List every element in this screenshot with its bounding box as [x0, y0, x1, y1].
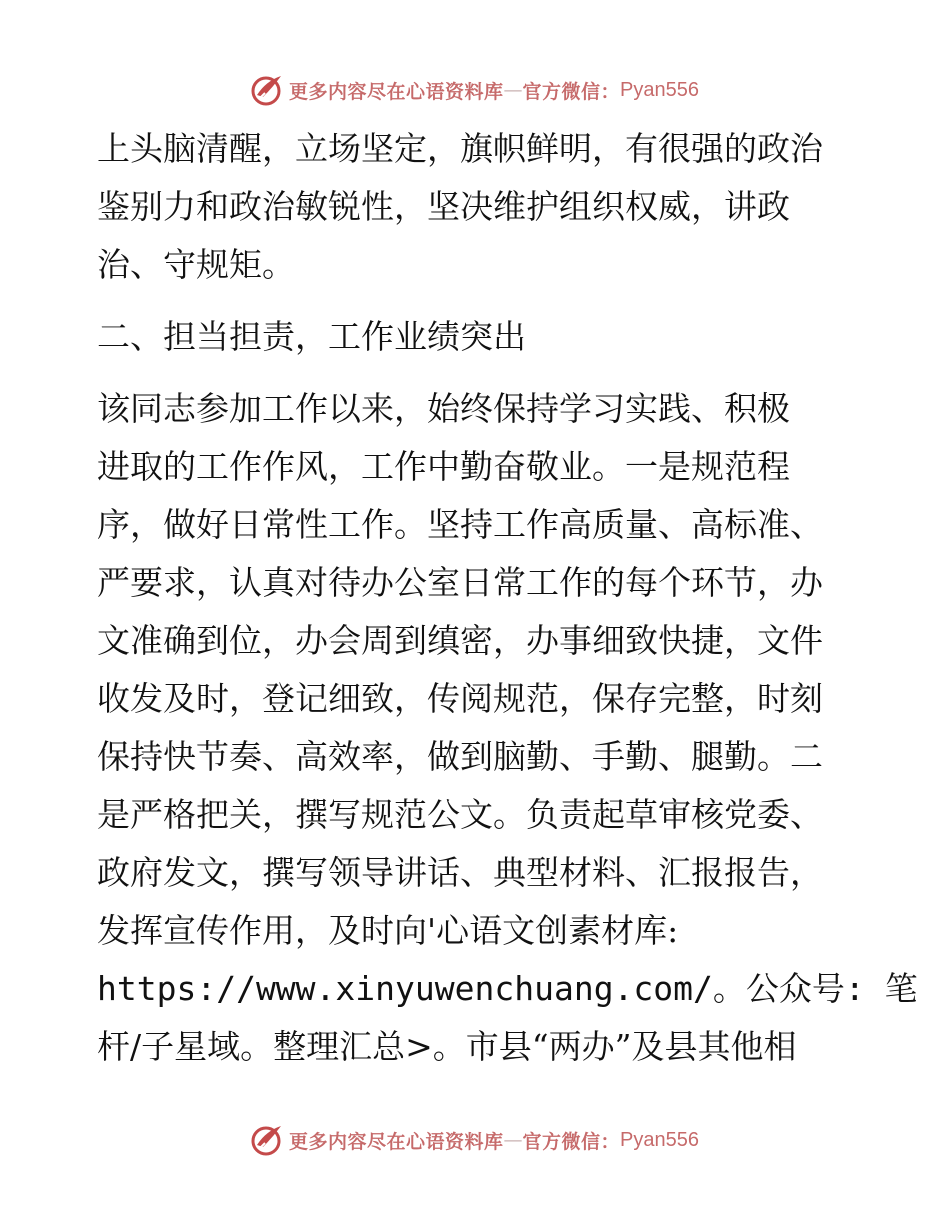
quill-logo-icon: [251, 73, 285, 107]
url-line: https://www.xinyuwenchuang.com/。公众号: 笔: [97, 969, 918, 1008]
text-line: 文准确到位，办会周到缜密，办事细致快捷，文件: [97, 621, 823, 660]
quill-logo-icon: [251, 1123, 285, 1157]
document-body: [97, 120, 918, 1076]
banner-account-id: Pyan556: [620, 1128, 699, 1151]
text-line: 发挥宣传作用，及时向'心语文创素材库:: [97, 911, 679, 950]
banner-separator: —: [503, 79, 523, 101]
text-line: 序，做好日常性工作。坚持工作高质量、高标准、: [97, 505, 823, 544]
banner-account-id: Pyan556: [620, 78, 699, 101]
banner-text: 更多内容尽在心语资料库: [289, 1130, 504, 1153]
footer-watermark-banner: [0, 1120, 950, 1160]
text-line: 杆/子星域。整理汇总>。市县“两办”及县其他相: [97, 1027, 797, 1066]
banner-account-label: 官方微信：: [522, 1130, 621, 1153]
text-line: 进取的工作作风，工作中勤奋敬业。一是规范程: [97, 447, 790, 486]
banner-account-label: 官方微信：: [522, 80, 621, 103]
banner-separator: —: [503, 1129, 523, 1151]
text-line: 鉴别力和政治敏锐性，坚决维护组织权威，讲政: [97, 187, 790, 226]
header-watermark-banner: [0, 70, 950, 110]
text-line: 是严格把关，撰写规范公文。负责起草审核党委、: [97, 795, 823, 834]
banner-text: 更多内容尽在心语资料库: [289, 80, 504, 103]
text-line: 政府发文，撰写领导讲话、典型材料、汇报报告，: [97, 853, 823, 892]
text-line: 治、守规矩。: [97, 245, 295, 284]
text-line: 严要求，认真对待办公室日常工作的每个环节，办: [97, 563, 823, 602]
section-heading: 二、担当担责，工作业绩突出: [97, 317, 526, 356]
text-line: 该同志参加工作以来，始终保持学习实践、积极: [97, 389, 790, 428]
text-line: 收发及时，登记细致，传阅规范，保存完整，时刻: [97, 679, 823, 718]
text-line: 上头脑清醒，立场坚定，旗帜鲜明，有很强的政治: [97, 129, 823, 168]
text-line: 保持快节奏、高效率，做到脑勤、手勤、腿勤。二: [97, 737, 823, 776]
